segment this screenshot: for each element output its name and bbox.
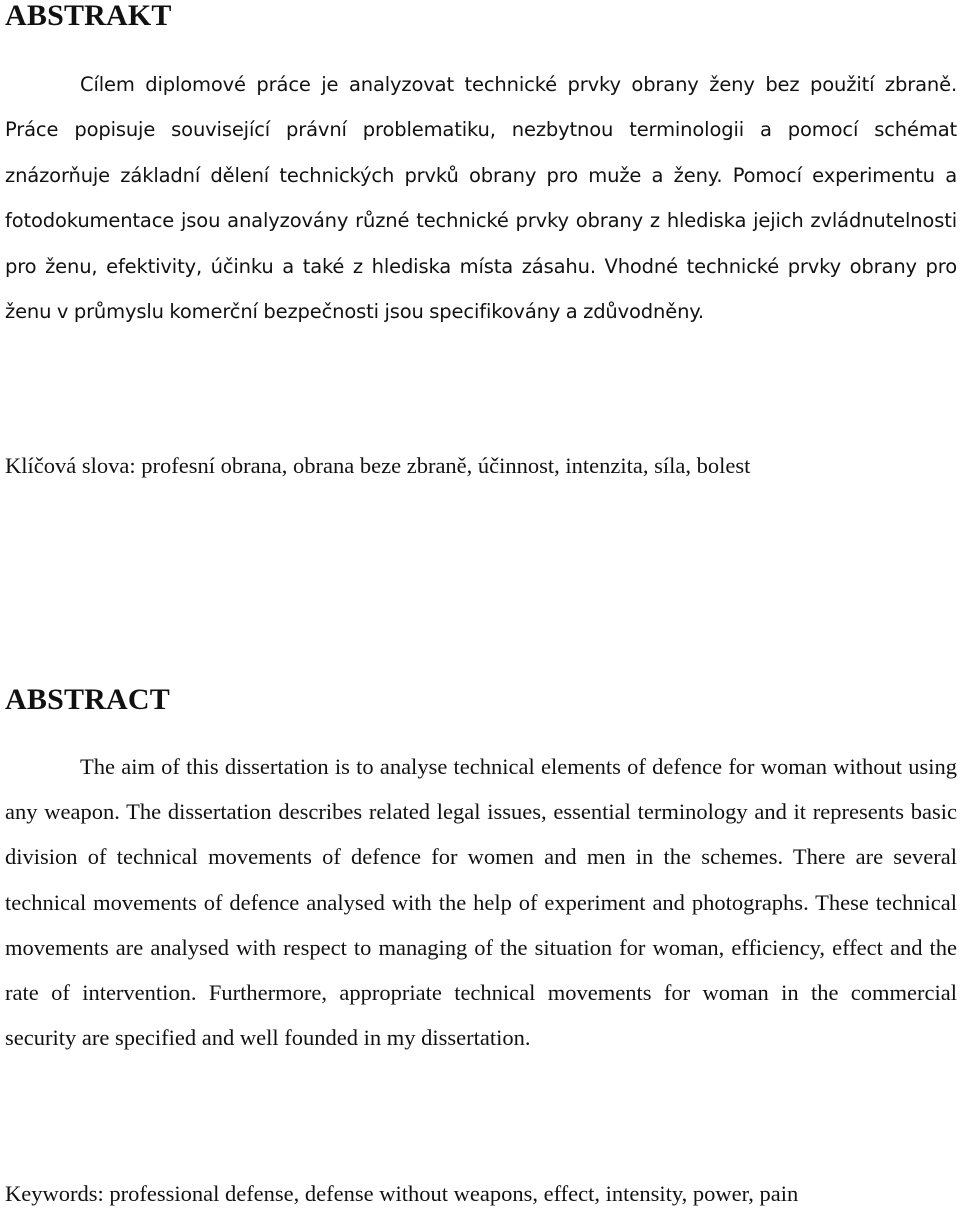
english-abstract-heading: ABSTRACT bbox=[5, 683, 170, 716]
english-keywords: Keywords: professional defense, defense without weapons, effect, intensity, power, pain bbox=[5, 1181, 799, 1206]
czech-keywords: Klíčová slova: profesní obrana, obrana beze zbraně, účinnost, intenzita, síla, bolest bbox=[5, 453, 751, 478]
english-abstract-paragraph: The aim of this dissertation is to analyse technical elements of defence for woman without using any weapon. The dissertation describes related legal issues, essential terminology and it represents basic division of technical movements of defence for women and men in the schemes. There are several technical movements of defence analysed with the help of experiment and photographs. These technical movements are analysed with respect to managing of the situation for woman, efficiency, effect and the rate of intervention. Furthermore, appropriate technical movements for woman in the commercial security are specified and well founded in my dissertation. bbox=[5, 754, 957, 1051]
czech-abstract-heading: ABSTRAKT bbox=[5, 0, 172, 32]
czech-abstract-paragraph: Cílem diplomové práce je analyzovat technické prvky obrany ženy bez použití zbraně. Práce popisuje související právní problematiku, nezbytnou terminologii a pomocí schémat znázorňuje základní dělení technických prvků obrany pro muže a ženy. Pomocí experimentu a fotodokumentace jsou analyzovány různé technické prvky obrany z hlediska jejich zvládnutelnosti pro ženu, efektivity, účinku a také z hlediska místa zásahu. Vhodné technické prvky obrany pro ženu v průmyslu komerční bezpečnosti jsou specifikovány a zdůvodněny. bbox=[5, 73, 957, 324]
